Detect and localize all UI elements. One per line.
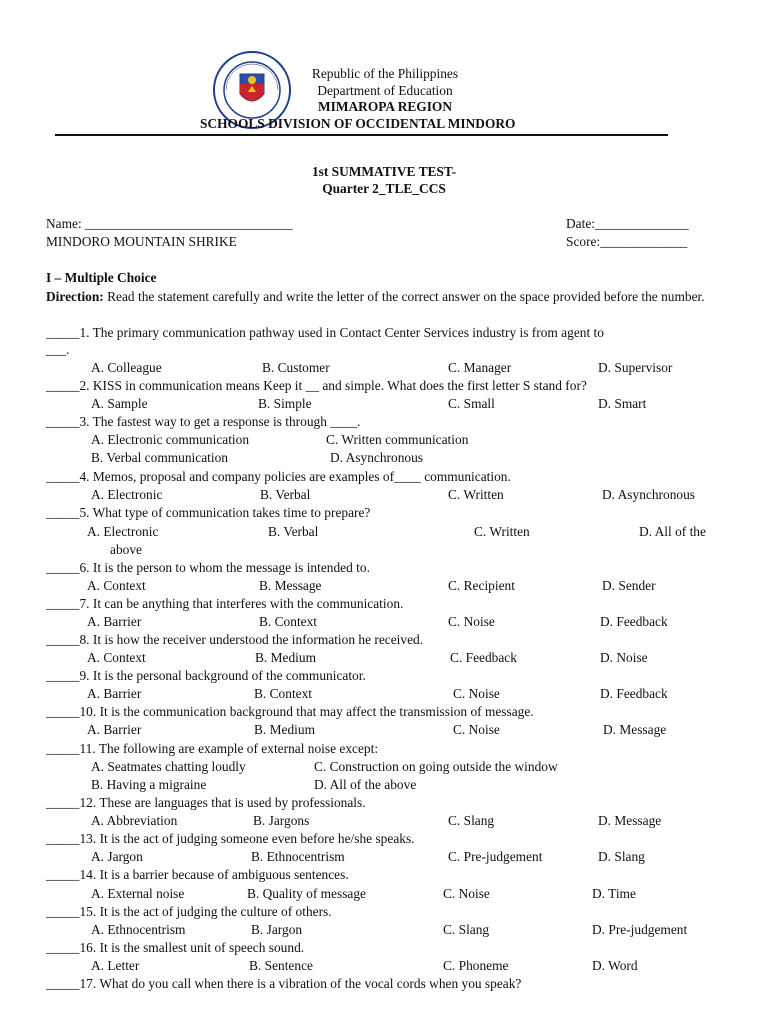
question-3: _____3. The fastest way to get a response is through ____.	[46, 414, 361, 429]
choice-15a[interactable]: A. Ethnocentrism	[91, 922, 186, 937]
direction-label: Direction:	[46, 289, 104, 304]
choice-5d[interactable]: D. All of the	[639, 524, 706, 539]
choice-10d[interactable]: D. Message	[603, 722, 667, 737]
choice-1b[interactable]: B. Customer	[262, 360, 330, 375]
header-region: MIMAROPA REGION	[317, 99, 453, 114]
choice-10b[interactable]: B. Medium	[254, 722, 316, 737]
section-title: I – Multiple Choice	[46, 270, 157, 285]
direction-body: Read the statement carefully and write the letter of the correct answer on the space provided before the number.	[103, 289, 705, 304]
choice-14b[interactable]: B. Quality of message	[247, 886, 367, 901]
question-11: _____11. The following are example of external noise except:	[46, 741, 379, 756]
header-division: SCHOOLS DIVISION OF OCCIDENTAL MINDORO	[200, 116, 516, 131]
choice-15c[interactable]: C. Slang	[443, 922, 490, 937]
header-department: Department of Education	[317, 83, 453, 98]
choice-1c[interactable]: C. Manager	[448, 360, 512, 375]
choice-9c[interactable]: C. Noise	[453, 686, 500, 701]
choice-8d[interactable]: D. Noise	[600, 650, 648, 665]
choice-12a[interactable]: A. Abbreviation	[91, 813, 178, 828]
choice-10c[interactable]: C. Noise	[453, 722, 500, 737]
choice-4d[interactable]: D. Asynchronous	[602, 487, 695, 502]
choice-2c[interactable]: C. Small	[448, 396, 495, 411]
choice-15b[interactable]: B. Jargon	[251, 922, 303, 937]
question-13: _____13. It is the act of judging someone even before he/she speaks.	[46, 831, 415, 846]
choice-12d[interactable]: D. Message	[598, 813, 662, 828]
choice-1a[interactable]: A. Colleague	[91, 360, 162, 375]
choice-11b[interactable]: B. Having a migraine	[91, 777, 207, 792]
question-9: _____9. It is the personal background of the communicator.	[46, 668, 366, 683]
choice-13b[interactable]: B. Ethnocentrism	[251, 849, 345, 864]
question-15: _____15. It is the act of judging the culture of others.	[46, 904, 332, 919]
choice-4a[interactable]: A. Electronic	[91, 487, 163, 502]
question-8: _____8. It is how the receiver understood the information he received.	[46, 632, 424, 647]
choice-11c[interactable]: C. Construction on going outside the window	[314, 759, 558, 774]
choice-12b[interactable]: B. Jargons	[253, 813, 310, 828]
question-14: _____14. It is a barrier because of ambiguous sentences.	[46, 867, 349, 882]
question-1: _____1. The primary communication pathway used in Contact Center Services industry is from agent to	[46, 325, 604, 340]
question-1-blank: ___.	[46, 342, 70, 357]
choice-7d[interactable]: D. Feedback	[600, 614, 668, 629]
question-12: _____12. These are languages that is used by professionals.	[46, 795, 366, 810]
choice-1d[interactable]: D. Supervisor	[598, 360, 673, 375]
choice-9a[interactable]: A. Barrier	[87, 686, 142, 701]
choice-8b[interactable]: B. Medium	[255, 650, 317, 665]
choice-5a[interactable]: A. Electronic	[87, 524, 159, 539]
choice-14a[interactable]: A. External noise	[91, 886, 185, 901]
choice-16d[interactable]: D. Word	[592, 958, 638, 973]
choice-9b[interactable]: B. Context	[254, 686, 313, 701]
choice-6a[interactable]: A. Context	[87, 578, 146, 593]
choice-2b[interactable]: B. Simple	[258, 396, 312, 411]
test-subtitle: Quarter 2_TLE_CCS	[322, 181, 446, 196]
choice-12c[interactable]: C. Slang	[448, 813, 495, 828]
choice-5d-cont: above	[110, 542, 142, 557]
choice-8a[interactable]: A. Context	[87, 650, 146, 665]
choice-2a[interactable]: A. Sample	[91, 396, 148, 411]
score-field[interactable]: Score:_____________	[566, 234, 688, 249]
choice-4b[interactable]: B. Verbal	[260, 487, 311, 502]
date-field[interactable]: Date:______________	[566, 216, 689, 231]
choice-3c[interactable]: C. Written communication	[326, 432, 469, 447]
question-16: _____16. It is the smallest unit of speech sound.	[46, 940, 305, 955]
choice-16b[interactable]: B. Sentence	[249, 958, 313, 973]
test-title: 1st SUMMATIVE TEST-	[311, 164, 457, 179]
choice-16a[interactable]: A. Letter	[91, 958, 140, 973]
choice-4c[interactable]: C. Written	[448, 487, 504, 502]
choice-6c[interactable]: C. Recipient	[448, 578, 515, 593]
header-republic: Republic of the Philippines	[311, 66, 459, 81]
choice-10a[interactable]: A. Barrier	[87, 722, 142, 737]
choice-9d[interactable]: D. Feedback	[600, 686, 668, 701]
choice-7a[interactable]: A. Barrier	[87, 614, 142, 629]
choice-13c[interactable]: C. Pre-judgement	[448, 849, 543, 864]
direction-text	[46, 288, 720, 306]
choice-7c[interactable]: C. Noise	[448, 614, 495, 629]
choice-2d[interactable]: D. Smart	[598, 396, 647, 411]
choice-11a[interactable]: A. Seatmates chatting loudly	[91, 759, 246, 774]
choice-14d[interactable]: D. Time	[592, 886, 636, 901]
choice-13d[interactable]: D. Slang	[598, 849, 645, 864]
choice-5b[interactable]: B. Verbal	[268, 524, 319, 539]
question-2: _____2. KISS in communication means Keep it __ and simple. What does the first letter S stand for?	[46, 378, 587, 393]
choice-6b[interactable]: B. Message	[259, 578, 322, 593]
question-7: _____7. It can be anything that interferes with the communication.	[46, 596, 404, 611]
name-field[interactable]: Name: _______________________________	[46, 216, 293, 231]
choice-7b[interactable]: B. Context	[259, 614, 318, 629]
choice-6d[interactable]: D. Sender	[602, 578, 656, 593]
choice-15d[interactable]: D. Pre-judgement	[592, 922, 688, 937]
choice-3a[interactable]: A. Electronic communication	[91, 432, 250, 447]
question-5: _____5. What type of communication takes time to prepare?	[46, 505, 371, 520]
question-6: _____6. It is the person to whom the message is intended to.	[46, 560, 370, 575]
choice-13a[interactable]: A. Jargon	[91, 849, 143, 864]
choice-8c[interactable]: C. Feedback	[450, 650, 517, 665]
choice-3d[interactable]: D. Asynchronous	[330, 450, 423, 465]
question-10: _____10. It is the communication background that may affect the transmission of message.	[46, 704, 534, 719]
choice-5c[interactable]: C. Written	[474, 524, 530, 539]
section-name: MINDORO MOUNTAIN SHRIKE	[46, 234, 237, 249]
choice-14c[interactable]: C. Noise	[443, 886, 490, 901]
question-17: _____17. What do you call when there is a vibration of the vocal cords when you speak?	[46, 976, 522, 991]
choice-11d[interactable]: D. All of the above	[314, 777, 417, 792]
choice-16c[interactable]: C. Phoneme	[443, 958, 509, 973]
question-4: _____4. Memos, proposal and company policies are examples of____ communication.	[46, 469, 511, 484]
choice-3b[interactable]: B. Verbal communication	[91, 450, 228, 465]
header-divider	[55, 134, 668, 136]
